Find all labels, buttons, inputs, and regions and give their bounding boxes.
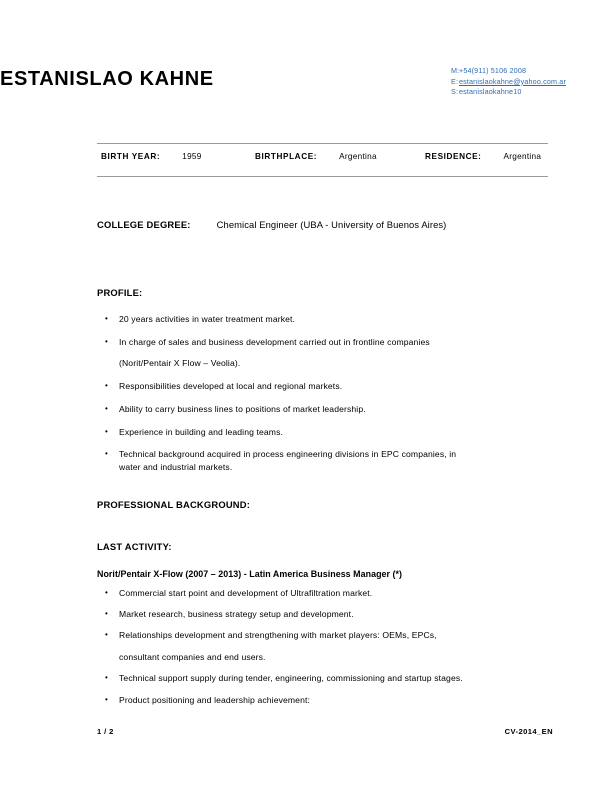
contact-email-label: E: — [451, 76, 459, 86]
list-item — [97, 629, 552, 663]
bullet-text-line2: (Norit/Pentair X Flow – Veolia). — [119, 358, 241, 369]
list-item — [97, 403, 552, 415]
college-degree-value: Chemical Engineer (UBA - University of Buenos Aires) — [216, 219, 447, 230]
birthplace-value: Argentina — [339, 152, 377, 161]
list-item — [97, 672, 552, 684]
divider-top — [97, 143, 548, 144]
list-item — [97, 448, 552, 473]
bullet-text: Product positioning and leadership achievement: — [119, 694, 311, 705]
contact-skype — [451, 87, 611, 98]
list-item — [97, 587, 552, 599]
bullet-text: In charge of sales and business development carried out in frontline companies — [119, 336, 430, 347]
college-degree-row — [97, 219, 446, 230]
list-item — [97, 694, 552, 706]
contact-mobile — [451, 66, 611, 77]
info-residence — [425, 152, 541, 161]
bullet-text: Market research, business strategy setup and development. — [119, 609, 354, 620]
contact-email — [451, 77, 611, 88]
document-code: CV-2014_EN — [504, 727, 553, 736]
contact-block — [451, 66, 611, 98]
divider-bottom — [97, 176, 548, 177]
bullet-text: 20 years activities in water treatment market. — [119, 314, 296, 324]
bullet-text: Ability to carry business lines to positions of market leadership. — [119, 403, 366, 414]
bullet-text: Commercial start point and development of Ultrafiltration market. — [119, 588, 373, 598]
list-item — [97, 336, 552, 370]
list-item — [97, 608, 552, 620]
bullet-text: Responsibilities developed at local and regional markets. — [119, 381, 343, 392]
college-degree-label: COLLEGE DEGREE: — [97, 219, 191, 230]
bullet-text-line2: water and industrial markets. — [119, 461, 233, 472]
professional-background-title: PROFESSIONAL BACKGROUND: — [97, 499, 251, 510]
bullet-text: Technical support supply during tender, engineering, commissioning and startup stages. — [119, 673, 463, 684]
last-activity-title: LAST ACTIVITY: — [97, 541, 172, 552]
profile-section-title: PROFILE: — [97, 287, 143, 298]
birth-year-label: BIRTH YEAR: — [101, 152, 161, 161]
info-birthplace — [255, 152, 377, 161]
contact-skype-label: S: — [451, 87, 459, 97]
profile-bullet-list — [97, 313, 552, 473]
contact-mobile-value: +54(911) 5106 2008 — [459, 66, 527, 75]
birth-year-value: 1959 — [182, 152, 202, 161]
bullet-text-line2: consultant companies and end users. — [119, 652, 266, 663]
birthplace-label: BIRTHPLACE: — [255, 152, 318, 161]
bullet-text: Relationships development and strengthening with market players: OEMs, EPCs, — [119, 630, 437, 641]
last-activity-bullet-list — [97, 587, 552, 706]
contact-skype-value: estanislaokahne10 — [459, 87, 522, 97]
bullet-text: Technical background acquired in process engineering divisions in EPC companies, in — [119, 449, 457, 460]
job-entry-title: Norit/Pentair X-Flow (2007 – 2013) - Latin America Business Manager (*) — [97, 569, 403, 579]
bullet-text: Experience in building and leading teams. — [119, 426, 284, 437]
residence-label: RESIDENCE: — [425, 152, 482, 161]
email-link[interactable]: estanislaokahne@yahoo.com.ar — [459, 76, 566, 86]
info-birth-year — [101, 152, 202, 161]
candidate-name: ESTANISLAO KAHNE — [0, 68, 214, 90]
list-item — [97, 380, 552, 392]
page-number: 1 / 2 — [97, 727, 114, 736]
list-item — [97, 313, 552, 325]
residence-value: Argentina — [503, 152, 542, 161]
contact-mobile-label: M: — [451, 66, 460, 75]
list-item — [97, 426, 552, 438]
